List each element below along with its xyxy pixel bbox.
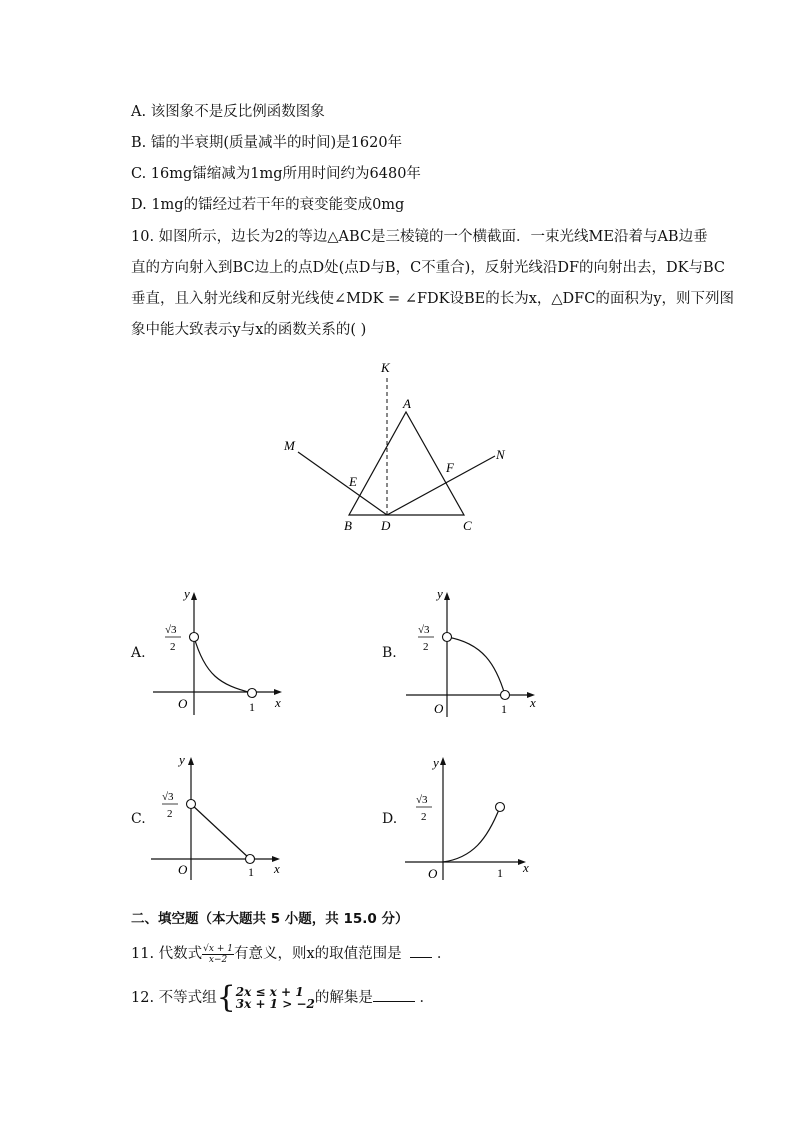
label-d: D [381,518,391,533]
graph-c-label: C. [131,811,146,827]
svg-text:O: O [434,701,444,716]
prism-figure [270,355,530,540]
svg-text:x: x [274,861,280,876]
label-c: C [463,518,472,533]
label-a: A [403,396,411,411]
svg-text:√3: √3 [418,624,430,636]
incident-ray-me [298,452,387,515]
q10-line-3: 垂直，且入射光线和反射光线使∠MDK = ∠FDK设BE的长为x，△DFC的面积为y，则下列图 [131,291,735,307]
q11-fraction [202,944,234,965]
svg-text:y: y [184,586,190,601]
label-f: F [446,460,454,475]
q10-line-2: 直的方向射入到BC边上的点D处(点D与B，C不重合)，反射光线沿DF的向射出去，DK与BC [131,260,725,276]
svg-text:√3: √3 [162,791,174,803]
svg-text:x: x [523,860,529,875]
q12 [131,980,434,1015]
svg-text:√3: √3 [416,794,428,806]
svg-text:O: O [428,866,438,881]
q11-numerator: √x + 1 [203,943,233,954]
svg-text:O: O [178,696,188,711]
q12-row-1: 2x ≤ x + 1 [235,985,304,999]
q11 [131,943,451,965]
graph-b [403,585,543,720]
q10-line-4: 象中能大致表示y与x的函数关系的( ) [131,322,367,338]
q11-answer-blank[interactable] [410,943,432,958]
svg-text:y: y [179,752,185,767]
label-n: N [496,447,505,462]
q11-prefix: 11. 代数式 [131,946,203,962]
graph-d-label: D. [382,811,398,827]
graph-d [402,750,542,885]
svg-text:√3: √3 [165,624,177,636]
q12-brace: { [216,980,236,1015]
label-k: K [381,360,390,375]
svg-text:x: x [530,695,536,710]
q12-suffix: 的解集是 [314,990,373,1006]
graph-a [150,585,290,720]
label-m: M [284,438,295,453]
svg-text:1: 1 [249,700,255,714]
graph-a-label: A. [131,645,146,661]
svg-text:O: O [178,862,188,877]
svg-text:2: 2 [421,811,427,823]
q12-answer-blank[interactable] [373,987,415,1002]
svg-text:2: 2 [167,808,173,820]
reflected-ray-dn [387,456,495,515]
label-e: E [349,474,357,489]
label-b: B [344,518,352,533]
q12-prefix: 12. 不等式组 [131,990,217,1006]
svg-text:2: 2 [423,641,429,653]
svg-text:1: 1 [248,865,254,879]
q12-end: ． [419,990,434,1006]
svg-text:1: 1 [497,866,503,880]
q11-end: ． [436,946,452,962]
svg-text:x: x [275,695,281,710]
option-d-prev: D. 1mg的镭经过若干年的衰变能变成0mg [131,197,405,213]
q10-line-1: 10. 如图所示，边长为2的等边△ABC是三棱镜的一个横截面．一束光线ME沿着与AB边垂 [131,229,708,245]
q11-suffix: 有意义，则x的取值范围是 [233,946,402,962]
q12-system [236,986,315,1010]
svg-text:1: 1 [501,702,507,716]
q11-denominator: x−2 [208,954,228,965]
svg-text:y: y [437,586,443,601]
option-b-prev: B. 镭的半衰期(质量减半的时间)是1620年 [131,135,403,151]
q12-row-2: 3x + 1 > −2 [235,997,315,1011]
section-2-heading: 二、填空题（本大题共 5 小题，共 15.0 分） [131,911,409,927]
graph-c [148,750,288,885]
svg-text:2: 2 [170,641,176,653]
option-a-prev: A. 该图象不是反比例函数图象 [131,104,325,120]
svg-text:y: y [433,755,439,770]
option-c-prev: C. 16mg镭缩减为1mg所用时间约为6480年 [131,166,421,182]
graph-b-label: B. [382,645,397,661]
